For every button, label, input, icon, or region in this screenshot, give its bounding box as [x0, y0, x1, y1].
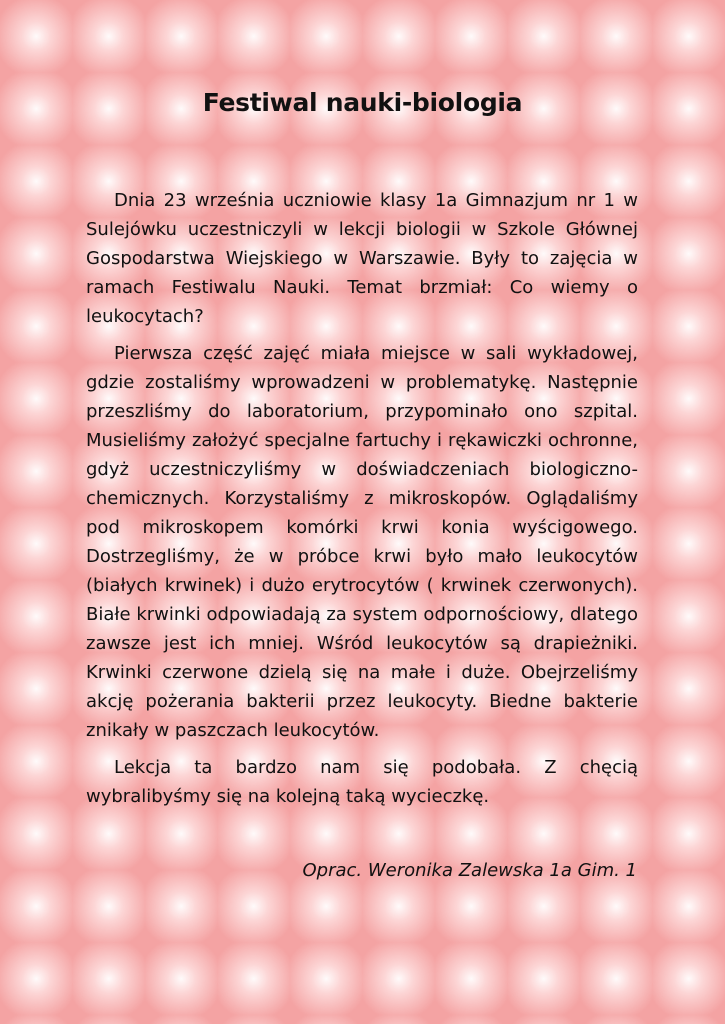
paragraph-main: Pierwsza część zajęć miała miejsce w sali wykładowej, gdzie zostaliśmy wprowadzeni w problematykę. Następnie przeszliśmy do laboratorium, przypominało ono szpital. Musieliśmy założyć specjalne fartuchy i rękawiczki ochronne, gdyż uczestniczyliśmy w doświadczeniach biologiczno-chemicznych. Korzystaliśmy z mikroskopów. Oglądaliśmy pod mikroskopem komórki krwi konia wyścigowego. Dostrzegliśmy, że w próbce krwi było mało leukocytów (białych krwinek) i dużo erytrocytów ( krwinek czerwonych). Białe krwinki odpowiadają za system odpornościowy, dlatego zawsze jest ich mniej. Wśród leukocytów są drapieżniki. Krwinki czerwone dzielą się na małe i duże. Obejrzeliśmy akcję pożerania bakterii przez leukocyty. Biedne bakterie znikały w paszczach leukocytów. — [86, 343, 638, 741]
article-body — [86, 186, 638, 819]
document-title: Festiwal nauki-biologia — [202, 88, 523, 117]
author-signature: Oprac. Weronika Zalewska 1a Gim. 1 — [302, 860, 637, 881]
paragraph-intro: Dnia 23 września uczniowie klasy 1a Gimnazjum nr 1 w Sulejówku uczestniczyli w lekcji biologii w Szkole Głównej Gospodarstwa Wiejskiego w Warszawie. Były to zajęcia w ramach Festiwalu Nauki. Temat brzmiał: Co wiemy o leukocytach? — [86, 190, 638, 327]
paragraph-conclusion: Lekcja ta bardzo nam się podobała. Z chęcią wybralibyśmy się na kolejną taką wycieczkę. — [86, 757, 638, 807]
